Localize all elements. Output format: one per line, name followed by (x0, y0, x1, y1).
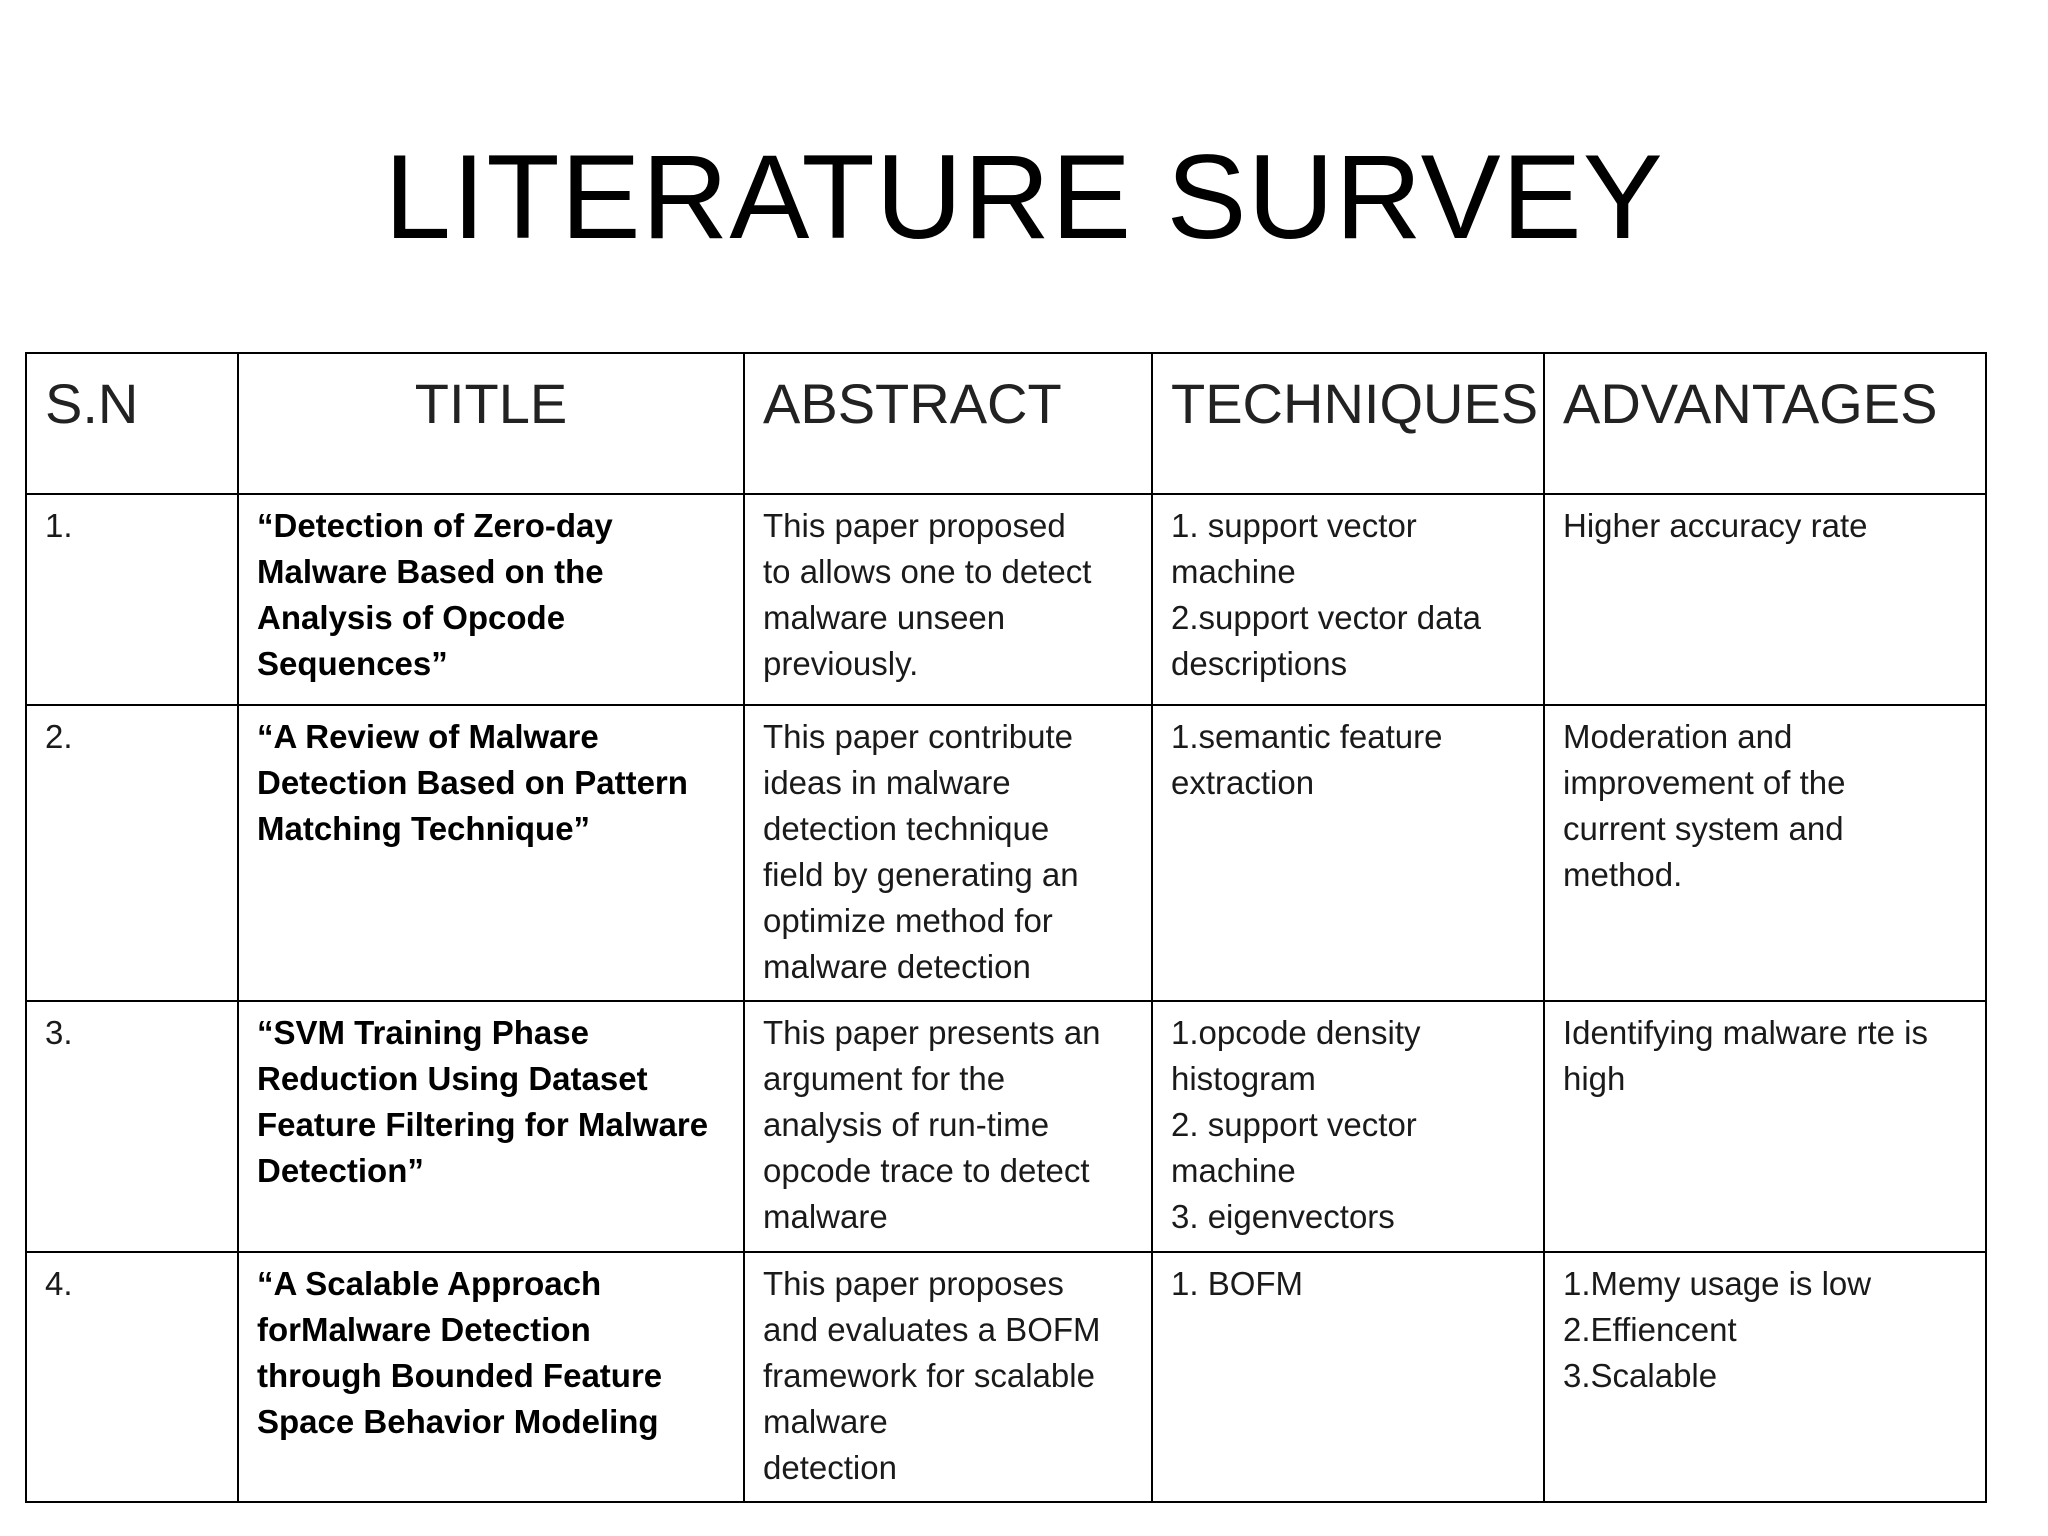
title-line: Detection” (257, 1152, 424, 1189)
cell-abstract (744, 1001, 1152, 1252)
table-row (26, 1252, 1986, 1502)
table-row (26, 494, 1986, 705)
abstract-line: malware (763, 1403, 888, 1440)
cell-title (238, 705, 744, 1001)
cell-abstract (744, 494, 1152, 705)
cell-abstract (744, 1252, 1152, 1502)
advantage-line: 1.Memy usage is low (1563, 1265, 1872, 1302)
header-title: TITLE (238, 353, 744, 494)
title-line: “A Scalable Approach (257, 1265, 602, 1302)
literature-survey-table (25, 352, 1987, 1503)
technique-line: extraction (1171, 764, 1315, 801)
abstract-line: argument for the (763, 1060, 1006, 1097)
abstract-line: framework for scalable (763, 1357, 1095, 1394)
cell-title (238, 1001, 744, 1252)
title-line: “SVM Training Phase (257, 1014, 589, 1051)
advantage-line: Higher accuracy rate (1563, 507, 1868, 544)
abstract-line: This paper proposes (763, 1265, 1064, 1302)
abstract-line: malware detection (763, 948, 1031, 985)
cell-title (238, 494, 744, 705)
title-line: Analysis of Opcode (257, 599, 566, 636)
abstract-line: to allows one to detect (763, 553, 1092, 590)
abstract-line: and evaluates a BOFM (763, 1311, 1101, 1348)
advantage-line: 3.Scalable (1563, 1357, 1718, 1394)
technique-line: 1. BOFM (1171, 1265, 1304, 1302)
header-advantages: ADVANTAGES (1544, 353, 1986, 494)
technique-line: descriptions (1171, 645, 1348, 682)
cell-advantages (1544, 1252, 1986, 1502)
title-line: “Detection of Zero-day (257, 507, 613, 544)
cell-advantages (1544, 705, 1986, 1001)
header-sn: S.N (26, 353, 238, 494)
cell-advantages (1544, 1001, 1986, 1252)
abstract-line: analysis of run-time (763, 1106, 1050, 1143)
cell-title (238, 1252, 744, 1502)
cell-sn: 1. (26, 494, 238, 705)
abstract-line: malware unseen (763, 599, 1006, 636)
advantage-line: high (1563, 1060, 1626, 1097)
advantage-line: improvement of the (1563, 764, 1846, 801)
title-line: Sequences” (257, 645, 448, 682)
abstract-line: This paper proposed (763, 507, 1066, 544)
abstract-line: malware (763, 1198, 888, 1235)
advantage-line: Moderation and (1563, 718, 1793, 755)
table-header-row (26, 353, 1986, 494)
technique-line: machine (1171, 553, 1296, 590)
cell-sn: 4. (26, 1252, 238, 1502)
title-line: Detection Based on Pattern (257, 764, 688, 801)
advantage-line: method. (1563, 856, 1683, 893)
abstract-line: previously. (763, 645, 919, 682)
header-techniques: TECHNIQUES (1152, 353, 1544, 494)
technique-line: 3. eigenvectors (1171, 1198, 1395, 1235)
abstract-line: detection technique (763, 810, 1050, 847)
cell-advantages (1544, 494, 1986, 705)
slide-title: LITERATURE SURVEY (384, 130, 1664, 264)
title-line: Matching Technique” (257, 810, 591, 847)
cell-abstract (744, 705, 1152, 1001)
abstract-line: This paper presents an (763, 1014, 1101, 1051)
abstract-line: detection (763, 1449, 897, 1486)
title-line: Malware Based on the (257, 553, 604, 590)
abstract-line: field by generating an (763, 856, 1079, 893)
technique-line: 2. support vector (1171, 1106, 1417, 1143)
cell-techniques (1152, 494, 1544, 705)
table-row (26, 1001, 1986, 1252)
abstract-line: opcode trace to detect (763, 1152, 1090, 1189)
advantage-line: current system and (1563, 810, 1844, 847)
cell-techniques (1152, 705, 1544, 1001)
technique-line: 1.semantic feature (1171, 718, 1443, 755)
title-line: “A Review of Malware (257, 718, 599, 755)
cell-techniques (1152, 1001, 1544, 1252)
cell-techniques (1152, 1252, 1544, 1502)
table-row (26, 705, 1986, 1001)
title-line: Feature Filtering for Malware (257, 1106, 709, 1143)
cell-sn: 3. (26, 1001, 238, 1252)
cell-sn: 2. (26, 705, 238, 1001)
header-abstract: ABSTRACT (744, 353, 1152, 494)
technique-line: histogram (1171, 1060, 1316, 1097)
abstract-line: This paper contribute (763, 718, 1074, 755)
technique-line: machine (1171, 1152, 1296, 1189)
advantage-line: Identifying malware rte is (1563, 1014, 1928, 1051)
technique-line: 1. support vector (1171, 507, 1417, 544)
technique-line: 2.support vector data (1171, 599, 1482, 636)
abstract-line: optimize method for (763, 902, 1053, 939)
title-line: forMalware Detection (257, 1311, 591, 1348)
abstract-line: ideas in malware (763, 764, 1011, 801)
technique-line: 1.opcode density (1171, 1014, 1421, 1051)
title-line: Reduction Using Dataset (257, 1060, 648, 1097)
title-line: Space Behavior Modeling (257, 1403, 659, 1440)
advantage-line: 2.Effiencent (1563, 1311, 1737, 1348)
title-line: through Bounded Feature (257, 1357, 663, 1394)
